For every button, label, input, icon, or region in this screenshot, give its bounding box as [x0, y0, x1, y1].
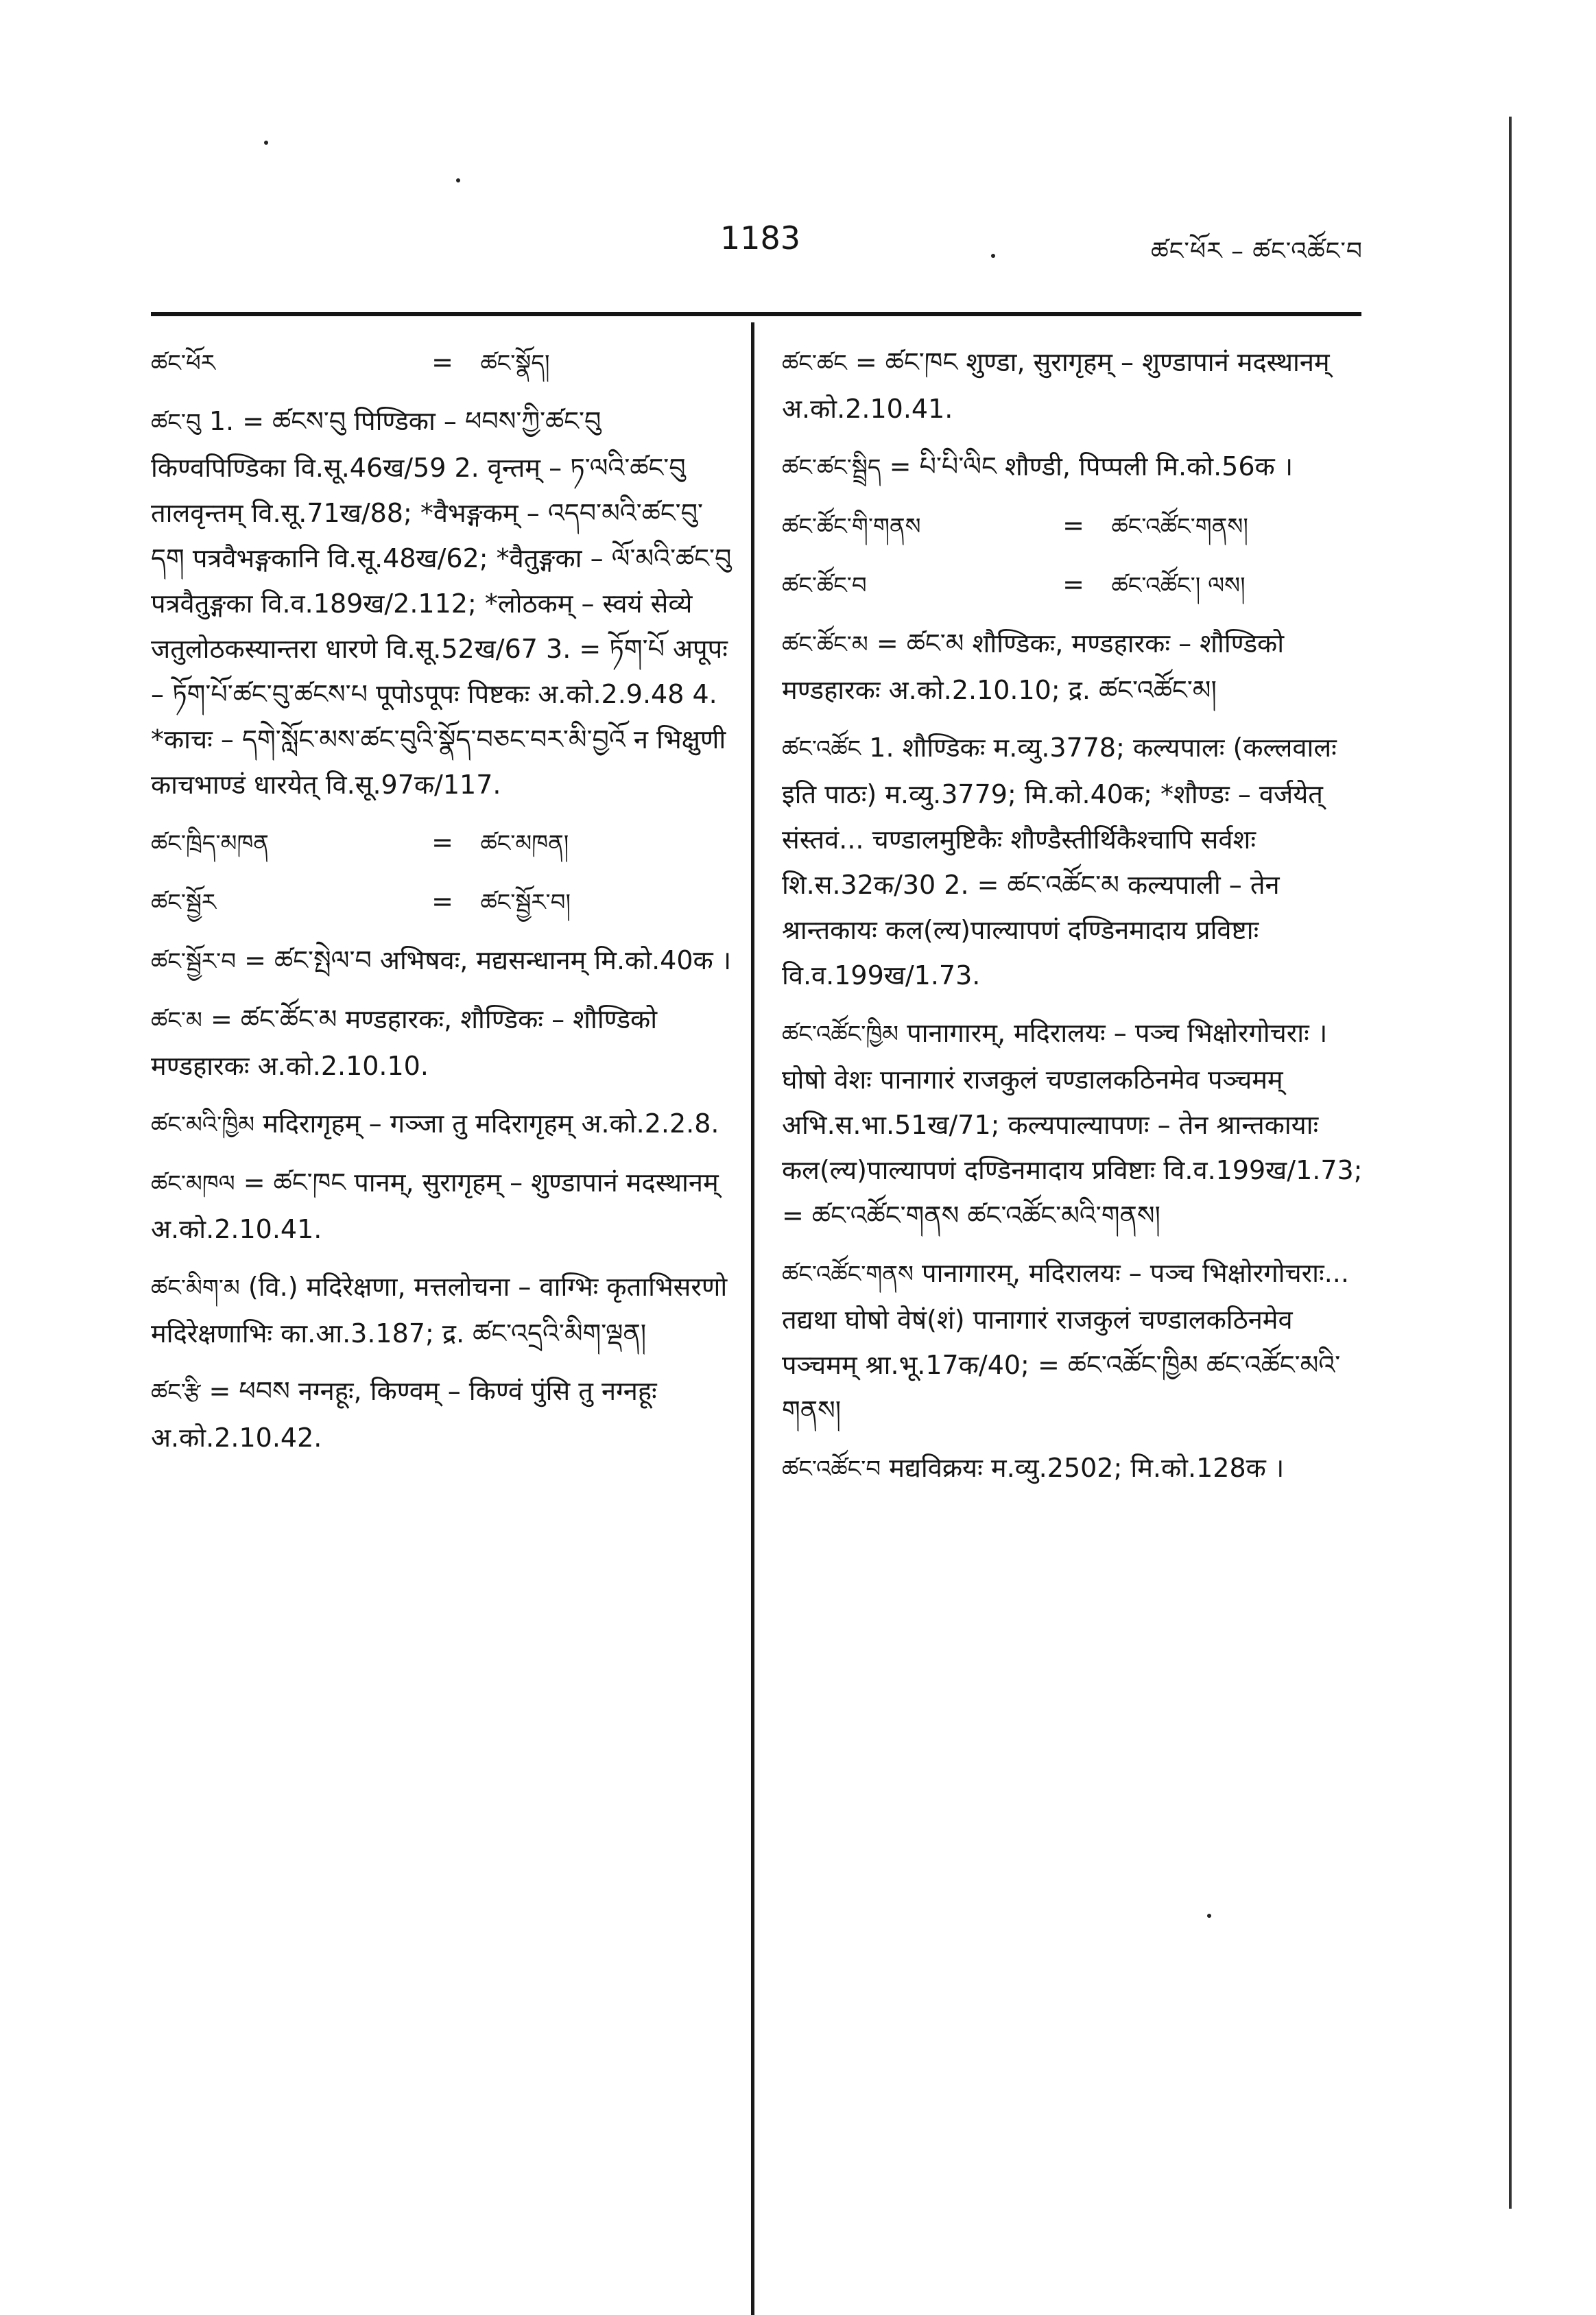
entry-definition: (वि.) मदिरेक्षणा, मत्तलोचना – वाग्भिः कृताभिसरणो मदिरेक्षणाभिः का.आ.3.187; द्र. ཚང་འདྲའི་མིག་ལྡན། [151, 1272, 728, 1349]
page-number: 1183 [720, 219, 801, 257]
reference-target: ཚང་འཚོང་གནས། [1111, 513, 1248, 541]
page-edge-line [1509, 117, 1512, 2209]
entry-definition: 1. शौण्डिकः म.व्यु.3778; कल्यपालः (कल्लवालः इति पाठः) म.व्यु.3779; मि.को.40क; *शौण्डः – वर्जयेत् संस्तवं... चण्डालमुष्टिकैः शौण्डैस्तीर्थिकैश्चापि सर्वशः शि.स.32क/30 2. = ཚང་འཚོང་མ कल्यपाली – तेन श्रान्तकायः कल(ल्य)पाल्यापणं दण्डिनमादाय प्रविष्टाः वि.व.199ख/1.73. [782, 733, 1337, 990]
scan-speck [1207, 1914, 1211, 1918]
header-rule [151, 312, 1361, 316]
entry-headword: ཚང་ཚང་སྦྲིད [782, 454, 881, 482]
equals-sign: = [431, 347, 453, 377]
equals-sign: = [431, 886, 453, 916]
equals-sign: = [1062, 569, 1084, 599]
dictionary-entry [151, 997, 734, 1089]
scan-speck [991, 254, 995, 258]
cross-reference-entry [151, 879, 734, 925]
entry-headword: ཚང་ཚོང་གི་གནས [782, 513, 921, 541]
entry-headword: ཚང་མའི་ཁྱིམ [151, 1111, 255, 1139]
entry-definition: = ཚང་ཚོང་མ मण्डहारकः, शौण्डिकः – शौण्डिको मण्डहारकः अ.को.2.10.10. [151, 1004, 658, 1081]
dictionary-entry [782, 1250, 1365, 1433]
cross-reference-entry [782, 503, 1365, 549]
dictionary-entry [782, 1445, 1365, 1492]
entry-definition: = ཚང་ཁང शुण्डा, सुरागृहम् – शुण्डापानं मदस्थानम् अ.को.2.10.41. [782, 347, 1330, 424]
reference-target: ཚང་མཁན། [480, 830, 569, 857]
reference-target: ཚང་སྣོད། [480, 350, 550, 377]
entry-headword: ཚང་རྩི [151, 1379, 201, 1406]
entry-headword: ཚང་ཚོང་བ [782, 572, 867, 599]
entry-definition: = ཕབས नग्नहूः, किण्वम् – किण्वं पुंसि तु नग्नहूः अ.को.2.10.42. [151, 1376, 657, 1453]
dictionary-entry [782, 1010, 1365, 1238]
dictionary-entry [151, 938, 734, 984]
entry-definition: पानागारम्, मदिरालयः – पञ्च भिक्षोरगोचराः । घोषो वेशः पानागारं राजकुलं चण्डालकठिनमेव पञ्चमम् अभि.स.भा.51ख/71; कल्यपाल्यापणः – तेन श्रान्तकायाः कल(ल्य)पाल्यापणं दण्डिनमादाय प्रविष्टाः वि.व.199ख/1.73; = ཚང་འཚོང་གནས ཚང་འཚོང་མའི་གནས། [782, 1018, 1363, 1231]
entry-definition: = པི་པི་ལིང शौण्डी, पिप्पली मि.को.56क । [889, 451, 1294, 482]
scan-speck [456, 178, 460, 182]
entry-definition: = ཚང་མ शौण्डिकः, मण्डहारकः – शौण्डिको मण्डहारकः अ.को.2.10.10; द्र. ཚང་འཚོང་མ། [782, 628, 1285, 705]
dictionary-entry [782, 725, 1365, 998]
entry-headword: ཚང་སྦྱོར་བ [151, 948, 237, 975]
dictionary-entry [782, 621, 1365, 713]
entry-headword: ཚང་ཕོར [151, 350, 215, 377]
cross-reference-entry [782, 562, 1365, 608]
entry-headword: ཚང་སྦྱོར [151, 889, 217, 916]
entry-headword: ཚང་འཚོང་བ [782, 1456, 881, 1483]
entry-headword: ཚང་ཚོང་མ [782, 631, 868, 658]
dictionary-entry [782, 444, 1365, 490]
left-column [151, 340, 734, 1473]
entry-definition: 1. = ཚངས་བུ पिण्डिका – ཕབས་ཀྱི་ཚང་བུ किण्वपिण्डिका वि.सू.46ख/59 2. वृन्तम् – ཏ་ལའི་ཚང་བུ तालवृन्तम् वि.सू.71ख/88; *वैभङ्गकम् – འདབ་མའི་ཚང་བུ་དག पत्रवैभङ्गकानि वि.सू.48ख/62; *वैतुङ्गका – ལོ་མའི་ཚང་བུ पत्रवैतुङ्गका वि.व.189ख/2.112; *लोठकम् – स्वयं सेव्ये जतुलोठकस्यान्तरा धारणे वि.सू.52ख/67 3. = ཏོག་པོ अपूपः – ཏོག་པོ་ཚང་བུ་ཚངས་པ पूपोऽपूपः पिष्टकः अ.को.2.9.48 4. *काचः – དགེ་སློང་མས་ཚང་བུའི་སྣོད་བཅང་བར་མི་བྱའོ न भिक्षुणी काचभाण्डं धारयेत् वि.सू.97क/117. [151, 406, 732, 800]
entry-definition: पानागारम्, मदिरालयः – पञ्च भिक्षोरगोचराः... तद्यथा घोषो वेषं(शं) पानागारं राजकुलं चण्डालकठिनमेव पञ्चमम् श्रा.भू.17क/40; = ཚང་འཚོང་ཁྱིམ ཚང་འཚོང་མའི་གནས། [782, 1258, 1349, 1425]
cross-reference-entry [151, 340, 734, 386]
column-divider [751, 322, 754, 2315]
entry-headword: ཚང་མཁལ [151, 1170, 235, 1198]
entry-headword: ཚང་ཚང [782, 350, 847, 377]
entry-headword: ཚང་འཚོང [782, 735, 861, 763]
dictionary-entry [151, 1101, 734, 1148]
dictionary-entry [151, 399, 734, 807]
entry-definition: मदिरागृहम् – गञ्जा तु मदिरागृहम् अ.को.2.2.8. [263, 1108, 719, 1139]
right-column [782, 340, 1365, 1504]
reference-target: ཚང་འཚོང་། ལས། [1111, 572, 1246, 599]
entry-headword: ཚང་འཚོང་གནས [782, 1261, 914, 1288]
equals-sign: = [431, 827, 453, 857]
reference-target: ཚང་སྦྱོར་བ། [480, 889, 571, 916]
scan-speck [264, 141, 268, 145]
entry-headword: ཚང་བུ [151, 409, 201, 436]
dictionary-entry [151, 1368, 734, 1460]
entry-headword: ཚང་ཁྲིད་མཁན [151, 830, 269, 857]
entry-definition: मद्यविक्रयः म.व्यु.2502; मि.को.128क । [889, 1453, 1285, 1483]
entry-headword: ཚང་མ [151, 1007, 202, 1034]
dictionary-entry [782, 340, 1365, 431]
entry-definition: = ཚང་སྤེལ་བ अभिषवः, मद्यसन्धानम् मि.को.40क । [244, 945, 732, 975]
cross-reference-entry [151, 820, 734, 866]
dictionary-entry [151, 1160, 734, 1252]
entry-headword: ཚང་འཚོང་ཁྱིམ [782, 1021, 898, 1048]
entry-headword: ཚང་མིག་མ [151, 1274, 240, 1302]
running-head: ཚང་ཕོར – ཚང་འཚོང་བ [1151, 237, 1363, 265]
equals-sign: = [1062, 510, 1084, 541]
dictionary-entry [151, 1264, 734, 1356]
entry-definition: = ཚང་ཁང पानम्, सुरागृहम् – शुण्डापानं मदस्थानम् अ.को.2.10.41. [151, 1167, 719, 1244]
